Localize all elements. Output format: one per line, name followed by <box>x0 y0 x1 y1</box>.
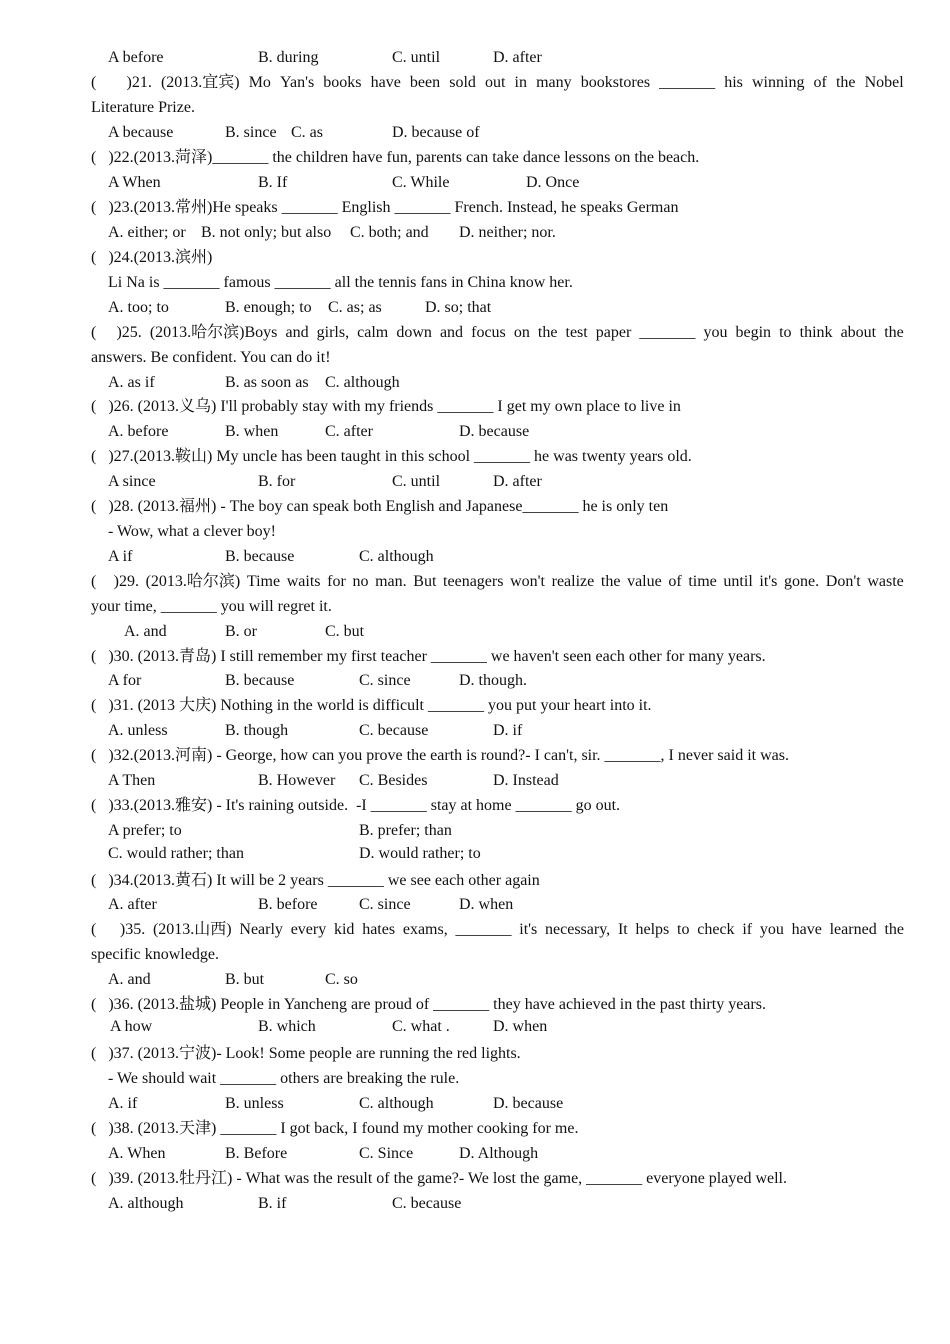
answer-option: A how <box>110 1018 153 1035</box>
answer-options <box>0 1016 950 1038</box>
question-continuation: your time, _______ you will regret it. <box>91 598 332 615</box>
answer-option: D. neither; nor. <box>459 224 556 241</box>
answer-options <box>0 720 950 742</box>
answer-options <box>0 969 950 991</box>
answer-option: A When <box>108 174 161 191</box>
answer-option: A. although <box>108 1195 184 1212</box>
answer-options <box>0 770 950 792</box>
question-line: ( )31. (2013 大庆) Nothing in the world is difficult _______ you put your heart into it. <box>91 697 652 714</box>
answer-option: D. when <box>493 1018 548 1035</box>
answer-options <box>0 1193 950 1215</box>
answer-option: A. either; or <box>108 224 186 241</box>
answer-option: B. If <box>258 174 288 191</box>
question-continuation: Literature Prize. <box>91 99 195 116</box>
answer-option: C. would rather; than <box>108 845 244 862</box>
answer-option: A because <box>108 124 174 141</box>
answer-option: A if <box>108 548 133 565</box>
question-continuation: answers. Be confident. You can do it! <box>91 349 331 366</box>
answer-option: C. because <box>359 722 429 739</box>
answer-option: C. although <box>325 374 400 391</box>
answer-option: A. before <box>108 423 169 440</box>
answer-option: C. as; as <box>328 299 382 316</box>
answer-options <box>0 843 950 865</box>
answer-option: C. what . <box>392 1018 450 1035</box>
answer-option: C. Besides <box>359 772 428 789</box>
answer-option: D. Although <box>459 1145 539 1162</box>
answer-options <box>0 297 950 319</box>
answer-option: B. but <box>225 971 265 988</box>
question-line: ( )35. (2013.山西) Nearly every kid hates exams, _______ it's necessary, It helps to check if you have learned the <box>91 921 904 938</box>
question-line: ( )27.(2013.鞍山) My uncle has been taught in this school _______ he was twenty years old. <box>91 448 692 465</box>
answer-options <box>0 47 950 69</box>
answer-option: A. and <box>108 971 151 988</box>
answer-option: B. during <box>258 49 319 66</box>
answer-options <box>0 670 950 692</box>
answer-option: D. so; that <box>425 299 492 316</box>
answer-option: A Then <box>108 772 156 789</box>
answer-option: B. since <box>225 124 277 141</box>
question-line: ( )33.(2013.雅安) - It's raining outside. -I _______ stay at home _______ go out. <box>91 797 621 814</box>
answer-option: B. or <box>225 623 257 640</box>
question-text: - Wow, what a clever boy! <box>108 523 276 540</box>
answer-options <box>0 1143 950 1165</box>
answer-option: A since <box>108 473 156 490</box>
answer-option: D. Once <box>526 174 580 191</box>
question-line: ( )24.(2013.滨州) <box>91 249 213 266</box>
answer-options <box>0 894 950 916</box>
answer-option: A for <box>108 672 142 689</box>
answer-option: D. because <box>493 1095 564 1112</box>
answer-options <box>0 372 950 394</box>
answer-option: C. While <box>392 174 450 191</box>
answer-option: B. though <box>225 722 289 739</box>
answer-option: A. When <box>108 1145 166 1162</box>
question-text: Li Na is _______ famous _______ all the tennis fans in China know her. <box>108 274 573 291</box>
answer-options <box>0 222 950 244</box>
answer-options <box>0 421 950 443</box>
answer-option: B. Before <box>225 1145 288 1162</box>
answer-options <box>0 820 950 842</box>
question-line: ( )26. (2013.义乌) I'll probably stay with my friends _______ I get my own place to live in <box>91 398 681 415</box>
answer-option: D. because <box>459 423 530 440</box>
question-text: - We should wait _______ others are breaking the rule. <box>108 1070 460 1087</box>
answer-option: C. so <box>325 971 358 988</box>
answer-option: D. would rather; to <box>359 845 481 862</box>
answer-option: A. if <box>108 1095 138 1112</box>
question-line: ( )39. (2013.牡丹江) - What was the result of the game?- We lost the game, _______ everyone played well. <box>91 1170 787 1187</box>
answer-option: C. both; and <box>350 224 429 241</box>
answer-option: A. too; to <box>108 299 169 316</box>
answer-option: B. because <box>225 672 295 689</box>
answer-option: B. when <box>225 423 279 440</box>
answer-option: C. since <box>359 896 411 913</box>
answer-option: B. enough; to <box>225 299 312 316</box>
answer-option: D. Instead <box>493 772 559 789</box>
question-line: ( )32.(2013.河南) - George, how can you prove the earth is round?- I can't, sir. _______, I never said it was. <box>91 747 789 764</box>
answer-option: B. because <box>225 548 295 565</box>
answer-options <box>0 546 950 568</box>
answer-option: C. until <box>392 473 441 490</box>
question-line: ( )28. (2013.福州) - The boy can speak both English and Japanese_______ he is only ten <box>91 498 669 515</box>
answer-option: D. if <box>493 722 523 739</box>
answer-options <box>0 172 950 194</box>
question-line: ( )34.(2013.黄石) It will be 2 years _______ we see each other again <box>91 872 540 889</box>
answer-option: B. as soon as <box>225 374 309 391</box>
answer-options <box>0 471 950 493</box>
answer-option: A prefer; to <box>108 822 182 839</box>
answer-option: A before <box>108 49 164 66</box>
answer-option: C. since <box>359 672 411 689</box>
question-line: ( )38. (2013.天津) _______ I got back, I found my mother cooking for me. <box>91 1120 579 1137</box>
answer-options <box>0 122 950 144</box>
answer-option: C. because <box>392 1195 462 1212</box>
answer-option: D. after <box>493 49 542 66</box>
question-line: ( )22.(2013.菏泽)_______ the children have fun, parents can take dance lessons on the beach. <box>91 149 700 166</box>
question-line: ( )23.(2013.常州)He speaks _______ English _______ French. Instead, he speaks German <box>91 199 679 216</box>
question-line: ( )30. (2013.青岛) I still remember my first teacher _______ we haven't seen each other for many years. <box>91 648 766 665</box>
answer-option: C. as <box>291 124 323 141</box>
answer-option: A. and <box>124 623 167 640</box>
answer-option: A. unless <box>108 722 168 739</box>
answer-option: A. after <box>108 896 157 913</box>
answer-options <box>0 621 950 643</box>
answer-option: B. unless <box>225 1095 284 1112</box>
answer-option: A. as if <box>108 374 155 391</box>
answer-option: C. until <box>392 49 441 66</box>
question-line: ( )25. (2013.哈尔滨)Boys and girls, calm down and focus on the test paper _______ you begin to think about the <box>91 324 904 341</box>
answer-options <box>0 1093 950 1115</box>
answer-option: C. but <box>325 623 365 640</box>
answer-option: B. before <box>258 896 318 913</box>
answer-option: D. after <box>493 473 542 490</box>
answer-option: C. Since <box>359 1145 414 1162</box>
answer-option: B. for <box>258 473 296 490</box>
question-line: ( )21. (2013.宜宾) Mo Yan's books have been sold out in many bookstores _______ his winning of the Nobel <box>91 74 904 91</box>
answer-option: B. prefer; than <box>359 822 452 839</box>
question-line: ( )37. (2013.宁波)- Look! Some people are running the red lights. <box>91 1045 521 1062</box>
question-continuation: specific knowledge. <box>91 946 219 963</box>
answer-option: C. after <box>325 423 373 440</box>
answer-option: D. though. <box>459 672 527 689</box>
answer-option: B. which <box>258 1018 316 1035</box>
answer-option: D. because of <box>392 124 480 141</box>
answer-option: B. However <box>258 772 336 789</box>
answer-option: C. although <box>359 1095 434 1112</box>
question-line: ( )29. (2013.哈尔滨) Time waits for no man. But teenagers won't realize the value of time until it's gone. Don't waste <box>91 573 904 590</box>
answer-option: B. if <box>258 1195 287 1212</box>
answer-option: B. not only; but also <box>201 224 332 241</box>
answer-option: C. although <box>359 548 434 565</box>
answer-option: D. when <box>459 896 514 913</box>
question-line: ( )36. (2013.盐城) People in Yancheng are proud of _______ they have achieved in the past thirty years. <box>91 996 766 1013</box>
